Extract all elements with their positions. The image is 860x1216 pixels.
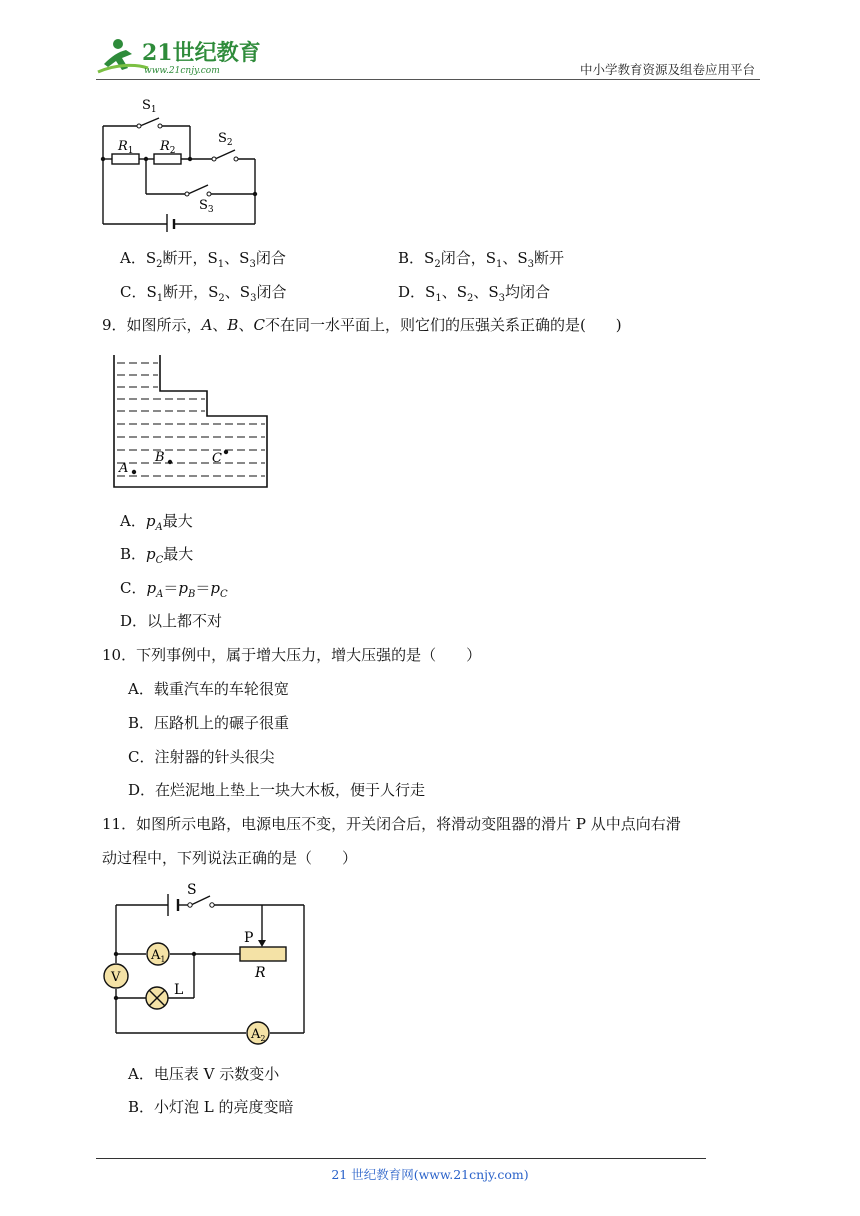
q8-s2-label: $S_2$: [218, 131, 233, 148]
header-platform-name: 中小学教育资源及组卷应用平台: [579, 62, 755, 77]
q11-voltmeter-label: V: [111, 970, 121, 985]
q10-option-d[interactable]: D．在烂泥地上垫上一块大木板，便于人行走: [128, 781, 426, 799]
logo-text: 21世纪教育: [142, 40, 261, 66]
header-divider: [96, 79, 760, 80]
q8-option-c[interactable]: C．$S_1$断开，$S_2$、$S_3$闭合: [120, 283, 287, 304]
q9-option-a[interactable]: A．$p_A$最大: [120, 512, 193, 533]
q9-option-d[interactable]: D．以上都不对: [120, 612, 223, 630]
site-logo[interactable]: [96, 34, 266, 78]
q11-rheostat-label: R: [255, 965, 266, 981]
q10-option-a[interactable]: A．载重汽车的车轮很宽: [128, 680, 289, 698]
q10-option-c[interactable]: C．注射器的针头很尖: [128, 748, 275, 766]
q8-circuit-diagram: [95, 92, 270, 232]
q8-s1-label: $S_1$: [142, 98, 157, 115]
q9-point-b-label: B: [155, 450, 165, 465]
q8-s3-label: $S_3$: [199, 198, 214, 215]
q11-ammeter-a1-label: $A_1$: [151, 948, 166, 964]
q8-option-d[interactable]: D．$S_1$、$S_2$、$S_3$均闭合: [398, 283, 551, 304]
q10-option-b[interactable]: B．压路机上的碾子很重: [128, 714, 290, 732]
q8-r1-label: $R_1$: [118, 139, 134, 156]
q8-r2-label: $R_2$: [160, 139, 176, 156]
footer-site-link[interactable]: 21 世纪教育网(www.21cnjy.com): [331, 1167, 529, 1182]
q9-option-b[interactable]: B．$p_C$最大: [120, 545, 194, 566]
q11-stem-line1: 11．如图所示电路，电源电压不变，开关闭合后，将滑动变阻器的滑片 P 从中点向右滑: [102, 815, 681, 833]
q10-stem: 10．下列事例中，属于增大压力，增大压强的是（ ）: [102, 646, 482, 664]
q11-lamp-label: L: [174, 982, 184, 998]
q9-option-c[interactable]: C．$p_A=p_B=p_C$: [120, 579, 228, 600]
q11-switch-label: S: [187, 882, 197, 898]
q11-option-b[interactable]: B．小灯泡 L 的亮度变暗: [128, 1098, 294, 1116]
q9-stem: 9．如图所示，A、B、C不在同一水平面上，则它们的压强关系正确的是( ): [102, 316, 622, 334]
q11-ammeter-a2-label: $A_2$: [251, 1027, 266, 1043]
q11-circuit-diagram: [100, 878, 310, 1050]
q9-container-diagram: [110, 355, 272, 489]
q11-stem-line2: 动过程中，下列说法正确的是（ ）: [102, 849, 358, 867]
q11-slider-label: P: [244, 930, 254, 946]
q9-point-c-label: C: [212, 451, 222, 466]
q9-point-a-label: A: [119, 461, 129, 476]
logo-runner-icon: [96, 34, 266, 78]
q11-option-a[interactable]: A．电压表 V 示数变小: [128, 1065, 280, 1083]
q8-option-a[interactable]: A．$S_2$断开，$S_1$、$S_3$闭合: [120, 249, 286, 270]
footer-divider: [96, 1158, 706, 1159]
q8-option-b[interactable]: B．$S_2$闭合，$S_1$、$S_3$断开: [398, 249, 565, 270]
logo-url: www.21cnjy.com: [144, 66, 220, 76]
